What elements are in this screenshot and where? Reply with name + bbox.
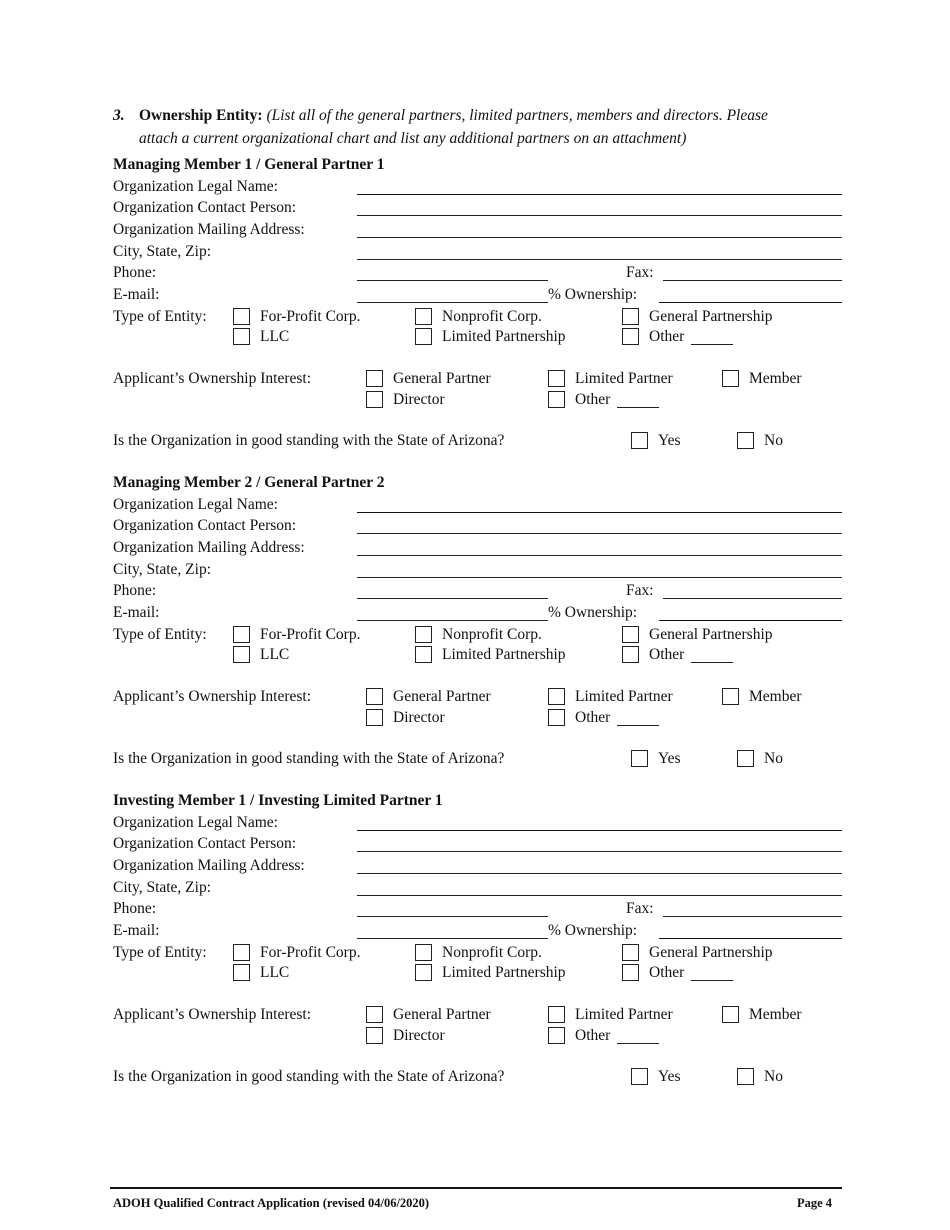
section-1-phone-field[interactable] [357, 280, 548, 281]
section-1-fax-label: Fax: [626, 264, 654, 281]
section-1-heading: Managing Member 1 / General Partner 1 [113, 156, 385, 173]
section-2-mailing-address-label: Organization Mailing Address: [113, 539, 305, 556]
section-1-email-label: E-mail: [113, 286, 160, 303]
section-2-fax-label: Fax: [626, 582, 654, 599]
section-2-good-standing-no-checkbox[interactable] [737, 750, 754, 767]
section-2-llc-label: LLC [260, 646, 290, 663]
section-1-interest-other-label: Other [575, 391, 611, 408]
section-1-contact-person-label: Organization Contact Person: [113, 199, 297, 216]
section-2-heading: Managing Member 2 / General Partner 2 [113, 474, 385, 491]
section-2-entity-other-field[interactable] [691, 662, 733, 663]
section-2-llc-checkbox[interactable] [233, 646, 250, 663]
section-2-good-standing-question: Is the Organization in good standing with the State of Arizona? [113, 750, 505, 767]
section-3-nonprofit-label: Nonprofit Corp. [442, 944, 542, 961]
section-3-fax-field[interactable] [663, 916, 842, 917]
section-2-limited-partner-label: Limited Partner [575, 688, 673, 705]
section-1-for-profit-checkbox[interactable] [233, 308, 250, 325]
section-2-entity-other-checkbox[interactable] [622, 646, 639, 663]
footer-divider [110, 1187, 842, 1189]
section-1-legal-name-label: Organization Legal Name: [113, 178, 278, 195]
section-1-good-standing-yes-checkbox[interactable] [631, 432, 648, 449]
section-1-llc-label: LLC [260, 328, 290, 345]
section-2-interest-other-label: Other [575, 709, 611, 726]
section-3-limited-partnership-label: Limited Partnership [442, 964, 566, 981]
section-1-fax-field[interactable] [663, 280, 842, 281]
section-2-fax-field[interactable] [663, 598, 842, 599]
section-2-general-partnership-label: General Partnership [649, 626, 773, 643]
section-2-entity-type-label: Type of Entity: [113, 626, 207, 643]
section-1-member-checkbox[interactable] [722, 370, 739, 387]
section-title: Ownership Entity: [139, 107, 263, 124]
section-3-ownership-label: % Ownership: [548, 922, 638, 939]
section-2-for-profit-label: For-Profit Corp. [260, 626, 361, 643]
section-1-mailing-address-field[interactable] [357, 237, 842, 238]
section-1-city-state-zip-field[interactable] [357, 259, 842, 260]
section-title-line [139, 106, 768, 126]
section-3-interest-other-field[interactable] [617, 1043, 659, 1044]
section-1-for-profit-label: For-Profit Corp. [260, 308, 361, 325]
section-3-director-checkbox[interactable] [366, 1027, 383, 1044]
section-3-general-partnership-checkbox[interactable] [622, 944, 639, 961]
section-2-nonprofit-label: Nonprofit Corp. [442, 626, 542, 643]
section-2-general-partner-checkbox[interactable] [366, 688, 383, 705]
section-1-phone-label: Phone: [113, 264, 157, 281]
section-3-general-partner-checkbox[interactable] [366, 1006, 383, 1023]
section-2-good-standing-yes-label: Yes [658, 750, 681, 767]
section-3-fax-label: Fax: [626, 900, 654, 917]
section-3-city-state-zip-field[interactable] [357, 895, 842, 896]
section-3-for-profit-checkbox[interactable] [233, 944, 250, 961]
section-2-contact-person-field[interactable] [357, 533, 842, 534]
instructions-line-1: (List all of the general partners, limited partners, members and directors. Please [266, 107, 768, 124]
section-2-applicant-interest-label: Applicant’s Ownership Interest: [113, 688, 312, 705]
section-2-good-standing-yes-checkbox[interactable] [631, 750, 648, 767]
section-1-entity-other-checkbox[interactable] [622, 328, 639, 345]
section-3-for-profit-label: For-Profit Corp. [260, 944, 361, 961]
section-1-city-state-zip-label: City, State, Zip: [113, 243, 212, 260]
section-2-member-label: Member [749, 688, 802, 705]
section-3-phone-label: Phone: [113, 900, 157, 917]
section-3-good-standing-question: Is the Organization in good standing with the State of Arizona? [113, 1068, 505, 1085]
footer-page-number: Page 4 [796, 1196, 832, 1210]
section-1-limited-partner-checkbox[interactable] [548, 370, 565, 387]
section-3-legal-name-label: Organization Legal Name: [113, 814, 278, 831]
section-3-director-label: Director [393, 1027, 445, 1044]
section-1-limited-partner-label: Limited Partner [575, 370, 673, 387]
section-2-limited-partner-checkbox[interactable] [548, 688, 565, 705]
section-3-good-standing-yes-checkbox[interactable] [631, 1068, 648, 1085]
section-3-city-state-zip-label: City, State, Zip: [113, 879, 212, 896]
section-2-good-standing-no-label: No [764, 750, 783, 767]
section-1-email-field[interactable] [357, 302, 548, 303]
section-2-mailing-address-field[interactable] [357, 555, 842, 556]
section-2-phone-field[interactable] [357, 598, 548, 599]
section-3-general-partner-label: General Partner [393, 1006, 491, 1023]
section-1-limited-partnership-label: Limited Partnership [442, 328, 566, 345]
section-number: 3. [113, 107, 125, 124]
section-2-for-profit-checkbox[interactable] [233, 626, 250, 643]
section-1-contact-person-field[interactable] [357, 215, 842, 216]
section-2-interest-other-field[interactable] [617, 725, 659, 726]
instructions-line-2: attach a current organizational chart and list any additional partners on an attachment) [139, 130, 687, 147]
section-3-email-label: E-mail: [113, 922, 160, 939]
section-1-member-label: Member [749, 370, 802, 387]
section-2-limited-partnership-label: Limited Partnership [442, 646, 566, 663]
section-3-phone-field[interactable] [357, 916, 548, 917]
section-3-interest-other-label: Other [575, 1027, 611, 1044]
section-1-interest-other-checkbox[interactable] [548, 391, 565, 408]
section-2-email-field[interactable] [357, 620, 548, 621]
section-2-entity-other-label: Other [649, 646, 685, 663]
section-1-good-standing-no-checkbox[interactable] [737, 432, 754, 449]
section-2-interest-other-checkbox[interactable] [548, 709, 565, 726]
section-1-entity-type-label: Type of Entity: [113, 308, 207, 325]
section-3-member-checkbox[interactable] [722, 1006, 739, 1023]
section-2-ownership-label: % Ownership: [548, 604, 638, 621]
section-3-limited-partner-checkbox[interactable] [548, 1006, 565, 1023]
section-2-legal-name-label: Organization Legal Name: [113, 496, 278, 513]
section-3-mailing-address-label: Organization Mailing Address: [113, 857, 305, 874]
section-3-entity-other-label: Other [649, 964, 685, 981]
footer-left: ADOH Qualified Contract Application (revised 04/06/2020) [113, 1196, 430, 1210]
section-3-ownership-field[interactable] [659, 938, 842, 939]
section-2-member-checkbox[interactable] [722, 688, 739, 705]
section-3-general-partnership-label: General Partnership [649, 944, 773, 961]
section-3-legal-name-field[interactable] [357, 830, 842, 831]
section-2-city-state-zip-field[interactable] [357, 577, 842, 578]
section-1-limited-partnership-checkbox[interactable] [415, 328, 432, 345]
section-2-director-checkbox[interactable] [366, 709, 383, 726]
section-2-director-label: Director [393, 709, 445, 726]
section-1-entity-other-label: Other [649, 328, 685, 345]
section-3-entity-other-field[interactable] [691, 980, 733, 981]
section-1-mailing-address-label: Organization Mailing Address: [113, 221, 305, 238]
section-3-entity-other-checkbox[interactable] [622, 964, 639, 981]
section-1-nonprofit-checkbox[interactable] [415, 308, 432, 325]
section-3-applicant-interest-label: Applicant’s Ownership Interest: [113, 1006, 312, 1023]
section-2-general-partnership-checkbox[interactable] [622, 626, 639, 643]
section-3-entity-type-label: Type of Entity: [113, 944, 207, 961]
section-1-interest-other-field[interactable] [617, 407, 659, 408]
section-2-phone-label: Phone: [113, 582, 157, 599]
section-1-entity-other-field[interactable] [691, 344, 733, 345]
section-3-contact-person-label: Organization Contact Person: [113, 835, 297, 852]
section-1-legal-name-field[interactable] [357, 194, 842, 195]
section-1-director-checkbox[interactable] [366, 391, 383, 408]
section-3-mailing-address-field[interactable] [357, 873, 842, 874]
section-3-heading: Investing Member 1 / Investing Limited Partner 1 [113, 792, 443, 809]
section-1-good-standing-question: Is the Organization in good standing with the State of Arizona? [113, 432, 505, 449]
section-3-contact-person-field[interactable] [357, 851, 842, 852]
section-3-good-standing-no-checkbox[interactable] [737, 1068, 754, 1085]
section-1-ownership-field[interactable] [659, 302, 842, 303]
section-3-llc-checkbox[interactable] [233, 964, 250, 981]
section-2-email-label: E-mail: [113, 604, 160, 621]
section-3-good-standing-yes-label: Yes [658, 1068, 681, 1085]
section-2-city-state-zip-label: City, State, Zip: [113, 561, 212, 578]
section-3-email-field[interactable] [357, 938, 548, 939]
section-3-nonprofit-checkbox[interactable] [415, 944, 432, 961]
section-3-good-standing-no-label: No [764, 1068, 783, 1085]
section-1-general-partnership-label: General Partnership [649, 308, 773, 325]
section-3-limited-partnership-checkbox[interactable] [415, 964, 432, 981]
section-1-good-standing-yes-label: Yes [658, 432, 681, 449]
section-1-applicant-interest-label: Applicant’s Ownership Interest: [113, 370, 312, 387]
section-1-general-partnership-checkbox[interactable] [622, 308, 639, 325]
section-2-general-partner-label: General Partner [393, 688, 491, 705]
section-3-limited-partner-label: Limited Partner [575, 1006, 673, 1023]
section-3-llc-label: LLC [260, 964, 290, 981]
section-3-interest-other-checkbox[interactable] [548, 1027, 565, 1044]
section-1-llc-checkbox[interactable] [233, 328, 250, 345]
section-2-legal-name-field[interactable] [357, 512, 842, 513]
section-1-general-partner-label: General Partner [393, 370, 491, 387]
section-1-director-label: Director [393, 391, 445, 408]
section-2-ownership-field[interactable] [659, 620, 842, 621]
section-3-member-label: Member [749, 1006, 802, 1023]
section-2-limited-partnership-checkbox[interactable] [415, 646, 432, 663]
section-2-contact-person-label: Organization Contact Person: [113, 517, 297, 534]
section-1-nonprofit-label: Nonprofit Corp. [442, 308, 542, 325]
section-1-ownership-label: % Ownership: [548, 286, 638, 303]
section-1-general-partner-checkbox[interactable] [366, 370, 383, 387]
section-1-good-standing-no-label: No [764, 432, 783, 449]
section-2-nonprofit-checkbox[interactable] [415, 626, 432, 643]
